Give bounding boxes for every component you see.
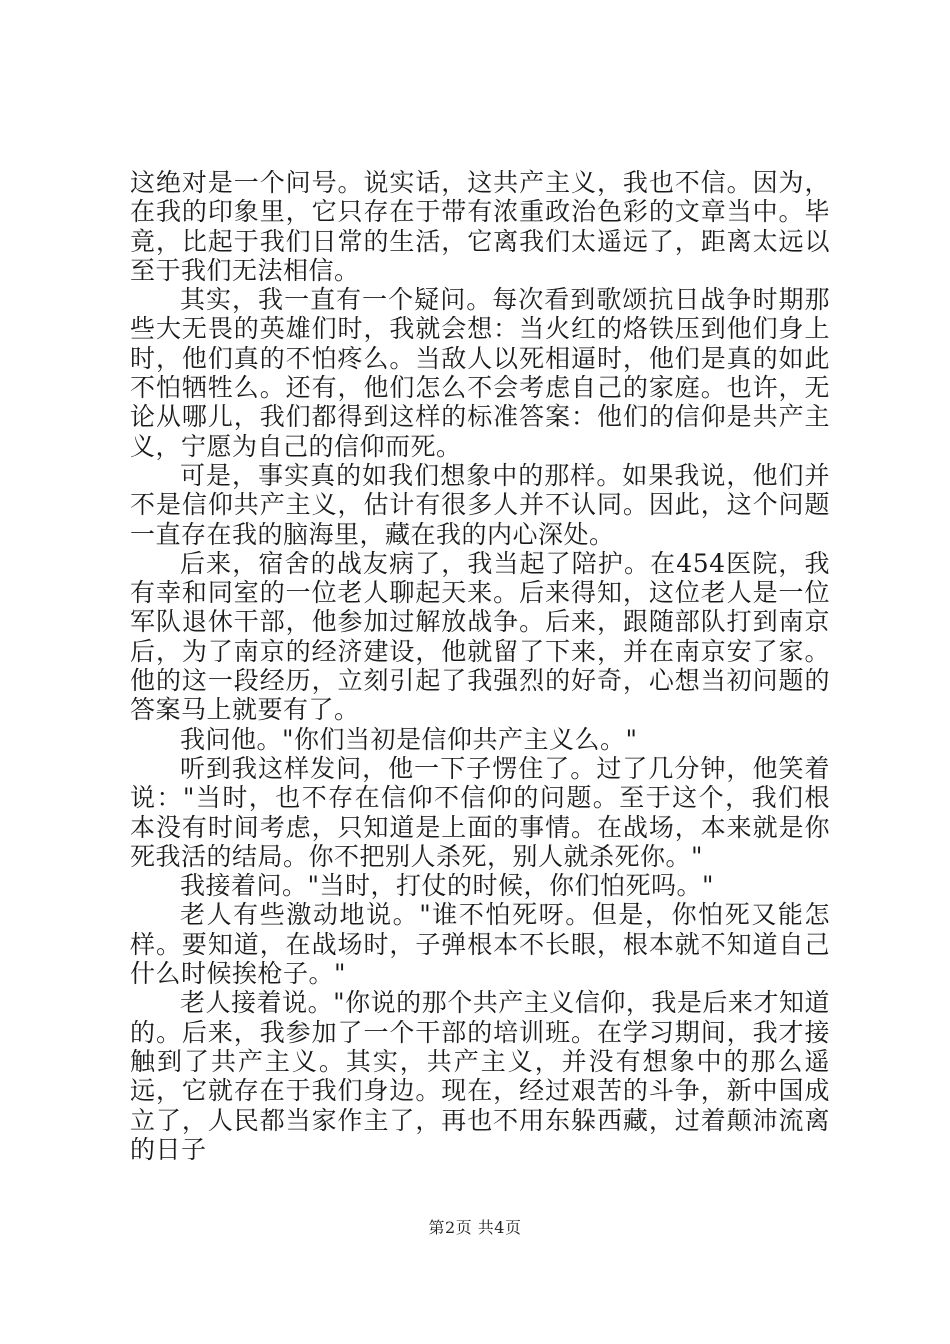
- paragraph: 这绝对是一个问号。说实话，这共产主义，我也不信。因为，在我的印象里，它只存在于带有浓重政治色彩的文章当中。毕竟，比起于我们日常的生活，它离我们太遥远了，距离太远以至于我们无法相信。: [130, 168, 830, 285]
- paragraph: 可是，事实真的如我们想象中的那样。如果我说，他们并不是信仰共产主义，估计有很多人并不认同。因此，这个问题一直存在我的脑海里，藏在我的内心深处。: [130, 460, 830, 549]
- document-body: [130, 168, 830, 1164]
- paragraph: 老人有些激动地说。"谁不怕死呀。但是，你怕死又能怎样。要知道，在战场时，子弹根本不长眼，根本就不知道自己什么时候挨枪子。": [130, 900, 830, 989]
- paragraph: 老人接着说。"你说的那个共产主义信仰，我是后来才知道的。后来，我参加了一个干部的培训班。在学习期间，我才接触到了共产主义。其实，共产主义，并没有想象中的那么遥远，它就存在于我们身边。现在，经过艰苦的斗争，新中国成立了，人民都当家作主了，再也不用东躲西藏，过着颠沛流离的日子: [130, 988, 830, 1164]
- paragraph: 我问他。"你们当初是信仰共产主义么。": [180, 724, 638, 754]
- paragraph: 我接着问。"当时，打仗的时候，你们怕死吗。": [180, 871, 714, 901]
- paragraph: 其实，我一直有一个疑问。每次看到歌颂抗日战争时期那些大无畏的英雄们时，我就会想：当火红的烙铁压到他们身上时，他们真的不怕疼么。当敌人以死相逼时，他们是真的如此不怕牺牲么。还有，他们怎么不会考虑自己的家庭。也许，无论从哪儿，我们都得到这样的标准答案：他们的信仰是共产主义，宁愿为自己的信仰而死。: [130, 285, 830, 461]
- paragraph: 听到我这样发问，他一下子愣住了。过了几分钟，他笑着说："当时，也不存在信仰不信仰的问题。至于这个，我们根本没有时间考虑，只知道是上面的事情。在战场，本来就是你死我活的结局。你不把别人杀死，别人就杀死你。": [130, 753, 830, 871]
- page-number-footer: 第2页 共4页: [428, 1218, 522, 1237]
- paragraph: 后来，宿舍的战友病了，我当起了陪护。在454医院，我有幸和同室的一位老人聊起天来。后来得知，这位老人是一位军队退休干部，他参加过解放战争。后来，跟随部队打到南京后，为了南京的经济建设，他就留了下来，并在南京安了家。他的这一段经历，立刻引起了我强烈的好奇，心想当初问题的答案马上就要有了。: [130, 548, 830, 725]
